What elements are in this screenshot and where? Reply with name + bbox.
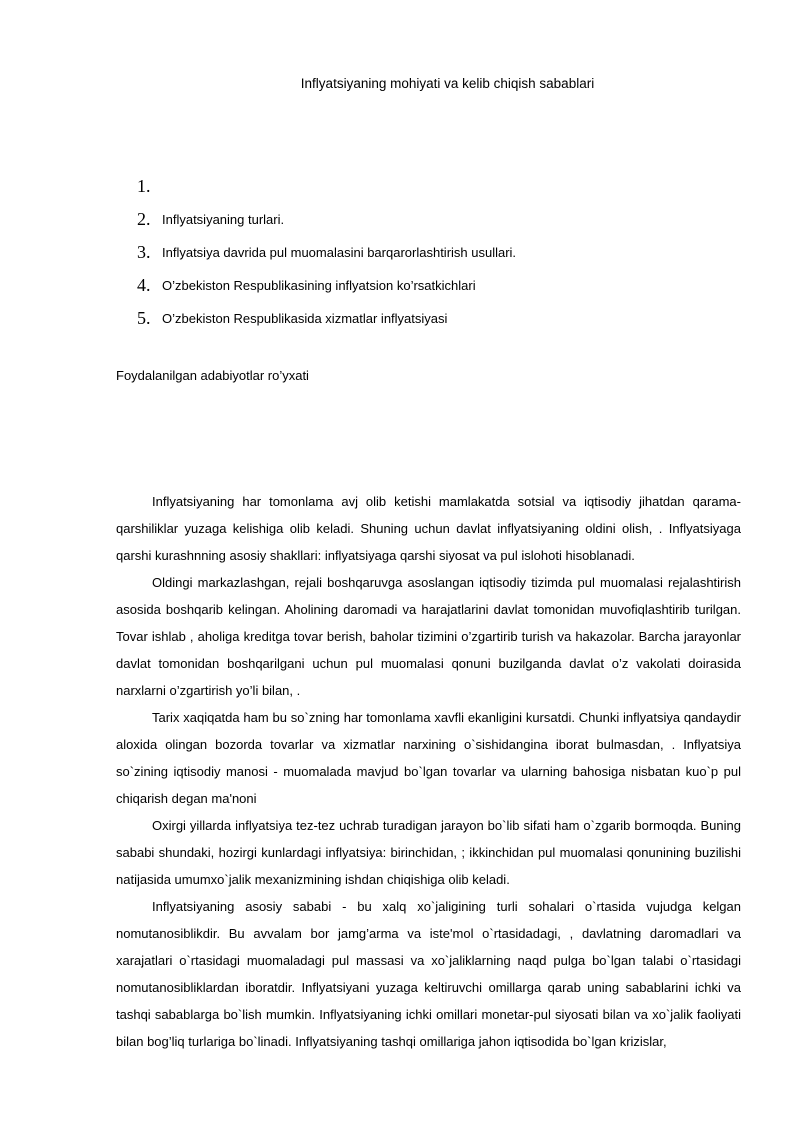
- table-of-contents: [137, 170, 516, 335]
- toc-item: [137, 269, 516, 302]
- paragraph: Tarix xaqiqatda ham bu so`zning har tomonlama xavfli ekanligini kursatdi. Chunki inflyatsiya qandaydir aloxida olingan bozorda tovarlar va xizmatlar narxining o`sishidangina iborat bulmasdan, . Inflyatsiya so`zining iqtisodiy manosi - muomalada mavjud bo`lgan tovarlar va ularning bahosiga nisbatan kuo`p pul chiqarish degan ma'noni: [116, 710, 741, 806]
- toc-number: 4.: [137, 275, 151, 295]
- paragraph: Oldingi markazlashgan, rejali boshqaruvga asoslangan iqtisodiy tizimda pul muomalasi rejalashtirish asosida boshqarib kelingan. Aholining daromadi va harajatlarini davlat tomonidan muvofiqlashtirib turilgan. Tovar ishlab , aholiga kreditga tovar berish, baholar tizimini o’zgartirib turish va hakazolar. Barcha jarayonlar davlat tomonidan boshqarilgani uchun pul muomalasi qonuni buzilganda davlat o’z vakolati doirasida narxlarni o’zgartirish yo’li bilan, .: [116, 575, 741, 698]
- toc-text: Inflyatsiya davrida pul muomalasini barqarorlashtirish usullari.: [162, 245, 517, 260]
- toc-item: [137, 203, 516, 236]
- toc-item: [137, 236, 516, 269]
- references-heading: Foydalanilgan adabiyotlar ro’yxati: [116, 368, 309, 383]
- body-text: [116, 488, 741, 1055]
- toc-number: 3.: [137, 242, 151, 262]
- page-title: Inflyatsiyaning mohiyati va kelib chiqish sabablari: [300, 76, 595, 91]
- paragraph: Oxirgi yillarda inflyatsiya tez-tez uchrab turadigan jarayon bo`lib sifati ham o`zgarib bormoqda. Buning sababi shundaki, hozirgi kunlardagi inflyatsiya: birinchidan, ; ikkinchidan pul muomalasi qonunining buzilishi natijasida umumxo`jalik mexanizmining ishdan chiqishiga olib keladi.: [116, 818, 741, 887]
- toc-text: Inflyatsiyaning turlari.: [162, 212, 285, 227]
- paragraph: Inflyatsiyaning asosiy sababi - bu xalq xo`jaligining turli sohalari o`rtasida vujudga kelgan nomutanosiblikdir. Bu avvalam bor jamg’arma va iste'mol o`rtasidadagi, , davlatning daromadlari va xarajatlari o`rtasidagi muomaladagi pul massasi va xo`jaliklarning naqd pulga bo`lgan talabi o`rtasidagi nomutanosibliklardan iboratdir. Inflyatsiyani yuzaga keltiruvchi omillarga qarab uning sabablarini ichki va tashqi sabablarga bo`lish mumkin. Inflyatsiyaning ichki omillari monetar-pul siyosati bilan va xo`jalik faoliyati bilan bog’liq turlariga bo`linadi. Inflyatsiyaning tashqi omillariga jahon iqtisodida bo`lgan krizislar,: [116, 899, 741, 1049]
- toc-item: [137, 302, 516, 335]
- toc-item: [137, 170, 516, 203]
- toc-text: O’zbekiston Respublikasining inflyatsion ko’rsatkichlari: [162, 278, 476, 293]
- paragraph: Inflyatsiyaning har tomonlama avj olib ketishi mamlakatda sotsial va iqtisodiy jihatdan qarama-qarshiliklar yuzaga kelishiga olib keladi. Shuning uchun davlat inflyatsiyaning oldini olish, . Inflyatsiyaga qarshi kurashnning asosiy shakllari: inflyatsiyaga qarshi siyosat va pul islohoti hisoblanadi.: [116, 494, 741, 563]
- toc-text: O’zbekiston Respublikasida xizmatlar inflyatsiyasi: [162, 311, 448, 326]
- toc-number: 1.: [137, 176, 151, 196]
- toc-number: 5.: [137, 308, 151, 328]
- toc-number: 2.: [137, 209, 151, 229]
